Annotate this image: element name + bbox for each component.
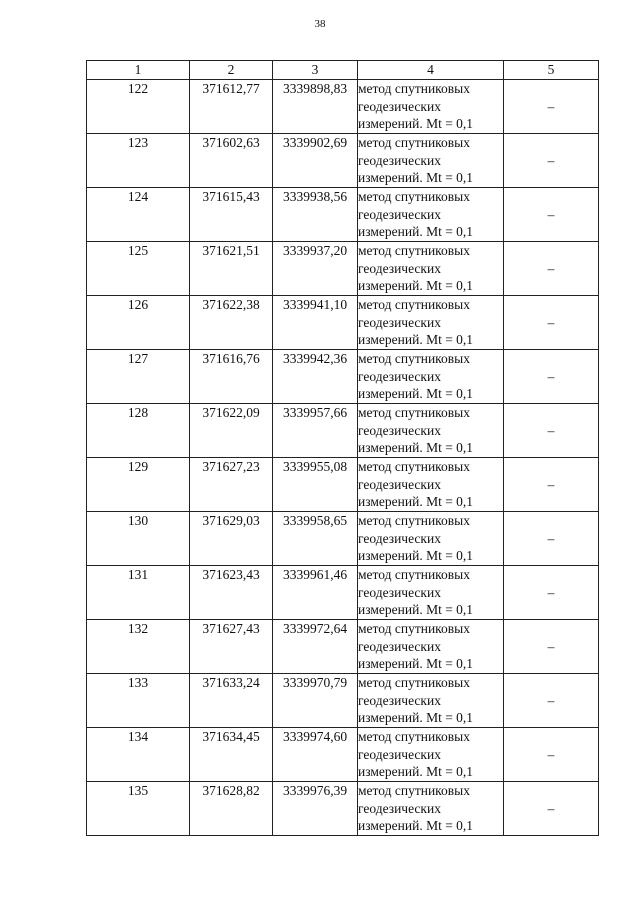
method-cell	[358, 728, 504, 782]
column-header-2: 2	[190, 61, 273, 80]
note-cell: –	[504, 512, 599, 566]
table-row	[87, 242, 599, 296]
note-cell: –	[504, 188, 599, 242]
method-cell	[358, 674, 504, 728]
x-coordinate-cell: 371627,43	[190, 620, 273, 674]
method-cell	[358, 566, 504, 620]
x-coordinate-cell: 371623,43	[190, 566, 273, 620]
method-line: измерений. Mt = 0,1	[358, 818, 474, 833]
point-number-cell: 122	[87, 80, 190, 134]
table-row	[87, 728, 599, 782]
table-header-row	[87, 61, 599, 80]
method-line: геодезических	[358, 638, 441, 654]
method-line: геодезических	[358, 422, 441, 438]
y-coordinate-cell: 3339942,36	[273, 350, 358, 404]
table-row	[87, 350, 599, 404]
y-coordinate-cell: 3339938,56	[273, 188, 358, 242]
y-coordinate-cell: 3339961,46	[273, 566, 358, 620]
x-coordinate-cell: 371622,09	[190, 404, 273, 458]
x-coordinate-cell: 371622,38	[190, 296, 273, 350]
method-line: измерений. Mt = 0,1	[358, 332, 474, 347]
method-line: измерений. Mt = 0,1	[358, 548, 474, 563]
method-line: метод спутниковых	[358, 135, 470, 150]
method-cell	[358, 188, 504, 242]
note-cell: –	[504, 674, 599, 728]
method-line: геодезических	[358, 98, 441, 114]
method-cell	[358, 512, 504, 566]
method-cell	[358, 134, 504, 188]
point-number-cell: 132	[87, 620, 190, 674]
method-line: измерений. Mt = 0,1	[358, 116, 474, 131]
point-number-cell: 135	[87, 782, 190, 836]
y-coordinate-cell: 3339974,60	[273, 728, 358, 782]
method-line: измерений. Mt = 0,1	[358, 494, 474, 509]
method-cell	[358, 620, 504, 674]
table-row	[87, 674, 599, 728]
note-cell: –	[504, 566, 599, 620]
method-line: геодезических	[358, 260, 441, 276]
point-number-cell: 129	[87, 458, 190, 512]
note-cell: –	[504, 350, 599, 404]
note-cell: –	[504, 458, 599, 512]
method-line: измерений. Mt = 0,1	[358, 710, 474, 725]
y-coordinate-cell: 3339937,20	[273, 242, 358, 296]
method-line: измерений. Mt = 0,1	[358, 656, 474, 671]
y-coordinate-cell: 3339898,83	[273, 80, 358, 134]
x-coordinate-cell: 371627,23	[190, 458, 273, 512]
y-coordinate-cell: 3339970,79	[273, 674, 358, 728]
table-row	[87, 782, 599, 836]
method-line: метод спутниковых	[358, 729, 470, 744]
method-line: метод спутниковых	[358, 675, 470, 690]
method-cell	[358, 80, 504, 134]
note-cell: –	[504, 728, 599, 782]
y-coordinate-cell: 3339976,39	[273, 782, 358, 836]
point-number-cell: 125	[87, 242, 190, 296]
table-row	[87, 512, 599, 566]
method-line: геодезических	[358, 584, 441, 600]
point-number-cell: 134	[87, 728, 190, 782]
method-line: метод спутниковых	[358, 459, 470, 474]
method-line: геодезических	[358, 692, 441, 708]
x-coordinate-cell: 371629,03	[190, 512, 273, 566]
method-cell	[358, 242, 504, 296]
y-coordinate-cell: 3339902,69	[273, 134, 358, 188]
x-coordinate-cell: 371615,43	[190, 188, 273, 242]
method-line: метод спутниковых	[358, 81, 470, 96]
y-coordinate-cell: 3339972,64	[273, 620, 358, 674]
x-coordinate-cell: 371628,82	[190, 782, 273, 836]
point-number-cell: 126	[87, 296, 190, 350]
method-line: метод спутниковых	[358, 567, 470, 582]
method-cell	[358, 404, 504, 458]
method-line: измерений. Mt = 0,1	[358, 224, 474, 239]
method-line: геодезических	[358, 530, 441, 546]
method-line: метод спутниковых	[358, 405, 470, 420]
page-number: 38	[314, 18, 326, 30]
point-number-cell: 133	[87, 674, 190, 728]
table-row	[87, 80, 599, 134]
table-row	[87, 188, 599, 242]
table-row	[87, 296, 599, 350]
method-cell	[358, 350, 504, 404]
method-cell	[358, 296, 504, 350]
x-coordinate-cell: 371616,76	[190, 350, 273, 404]
method-line: измерений. Mt = 0,1	[358, 386, 474, 401]
note-cell: –	[504, 242, 599, 296]
y-coordinate-cell: 3339958,65	[273, 512, 358, 566]
x-coordinate-cell: 371634,45	[190, 728, 273, 782]
table-row	[87, 620, 599, 674]
method-line: измерений. Mt = 0,1	[358, 602, 474, 617]
method-line: геодезических	[358, 476, 441, 492]
method-line: метод спутниковых	[358, 783, 470, 798]
note-cell: –	[504, 134, 599, 188]
y-coordinate-cell: 3339941,10	[273, 296, 358, 350]
point-number-cell: 131	[87, 566, 190, 620]
note-cell: –	[504, 620, 599, 674]
table-row	[87, 404, 599, 458]
note-cell: –	[504, 404, 599, 458]
point-number-cell: 124	[87, 188, 190, 242]
column-header-3: 3	[273, 61, 358, 80]
method-line: метод спутниковых	[358, 351, 470, 366]
table-body	[87, 80, 599, 836]
note-cell: –	[504, 80, 599, 134]
y-coordinate-cell: 3339955,08	[273, 458, 358, 512]
method-line: измерений. Mt = 0,1	[358, 278, 474, 293]
column-header-4: 4	[358, 61, 504, 80]
method-line: геодезических	[358, 746, 441, 762]
point-number-cell: 128	[87, 404, 190, 458]
x-coordinate-cell: 371612,77	[190, 80, 273, 134]
table-row	[87, 458, 599, 512]
coordinates-table	[86, 60, 599, 836]
method-line: метод спутниковых	[358, 189, 470, 204]
x-coordinate-cell: 371621,51	[190, 242, 273, 296]
column-header-1: 1	[87, 61, 190, 80]
method-line: геодезических	[358, 206, 441, 222]
method-cell	[358, 458, 504, 512]
method-line: геодезических	[358, 152, 441, 168]
method-line: измерений. Mt = 0,1	[358, 170, 474, 185]
method-line: геодезических	[358, 800, 441, 816]
table-row	[87, 134, 599, 188]
y-coordinate-cell: 3339957,66	[273, 404, 358, 458]
column-header-5: 5	[504, 61, 599, 80]
method-cell	[358, 782, 504, 836]
method-line: измерений. Mt = 0,1	[358, 440, 474, 455]
table-row	[87, 566, 599, 620]
method-line: геодезических	[358, 314, 441, 330]
point-number-cell: 127	[87, 350, 190, 404]
point-number-cell: 130	[87, 512, 190, 566]
method-line: измерений. Mt = 0,1	[358, 764, 474, 779]
method-line: метод спутниковых	[358, 243, 470, 258]
note-cell: –	[504, 296, 599, 350]
point-number-cell: 123	[87, 134, 190, 188]
method-line: геодезических	[358, 368, 441, 384]
method-line: метод спутниковых	[358, 513, 470, 528]
method-line: метод спутниковых	[358, 297, 470, 312]
x-coordinate-cell: 371602,63	[190, 134, 273, 188]
note-cell: –	[504, 782, 599, 836]
method-line: метод спутниковых	[358, 621, 470, 636]
x-coordinate-cell: 371633,24	[190, 674, 273, 728]
